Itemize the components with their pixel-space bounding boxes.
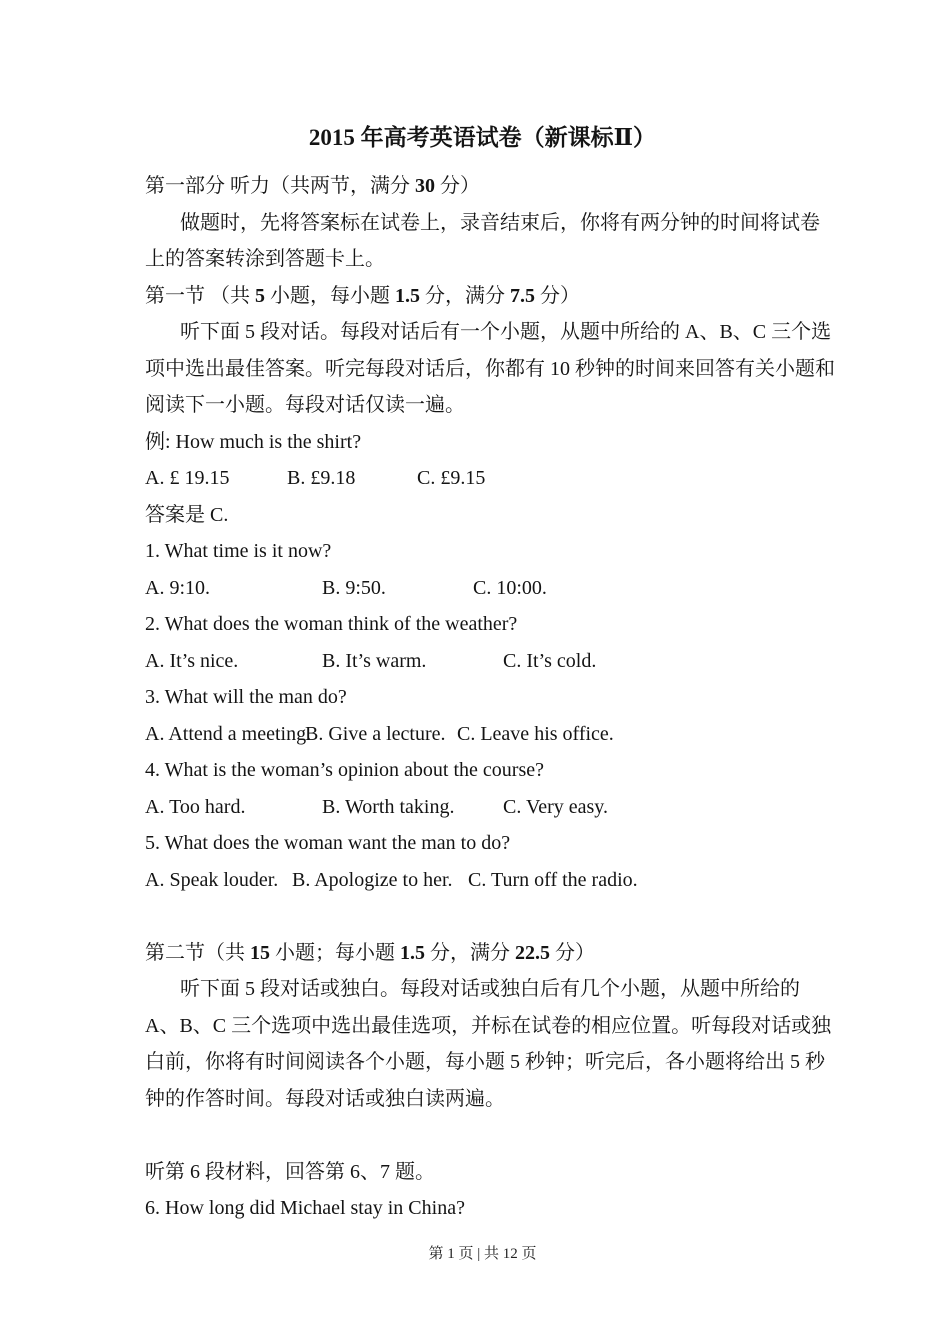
page-footer: 第 1 页 | 共 12 页: [428, 1245, 537, 1262]
question-6: 6. How long did Michael stay in China?: [145, 1197, 465, 1219]
part1-intro-line-1: 做题时，先将答案标在试卷上，录音结束后，你将有两分钟的时间将试卷: [180, 211, 820, 234]
section2-heading: 第二节（共 15 小题；每小题 1.5 分，满分 22.5 分）: [145, 941, 595, 964]
section2-instructions-line-2: A、B、C 三个选项中选出最佳选项，并标在试卷的相应位置。听每段对话或独: [145, 1014, 832, 1037]
question-5-options: [145, 862, 820, 899]
section1-heading: 第一节 （共 5 小题，每小题 1.5 分，满分 7.5 分）: [145, 284, 580, 307]
example-option-a: A. £ 19.15: [145, 467, 230, 489]
question-1: 1. What time is it now?: [145, 540, 332, 562]
question-5-option-c: C. Turn off the radio.: [468, 868, 638, 891]
page-title: 2015 年高考英语试卷（新课标Ⅱ）: [308, 125, 657, 150]
section2-instructions-line-1: 听下面 5 段对话或独白。每段对话或独白后有几个小题，从题中所给的: [180, 978, 800, 1000]
question-2-option-a: A. It’s nice.: [145, 649, 239, 672]
section1-instructions-line-1: 听下面 5 段对话。每段对话后有一个小题，从题中所给的 A、B、C 三个选: [180, 321, 832, 343]
question-5: 5. What does the woman want the man to do?: [145, 832, 511, 854]
question-2-option-c: C. It’s cold.: [503, 649, 597, 672]
example-answer: 答案是 C.: [145, 503, 229, 526]
question-4-options: [145, 789, 820, 826]
question-5-option-a: A. Speak louder.: [145, 868, 279, 891]
question-4: 4. What is the woman’s opinion about the course?: [145, 759, 544, 781]
question-4-option-b: B. Worth taking.: [322, 795, 455, 818]
part1-heading: 第一部分 听力（共两节，满分 30 分）: [145, 175, 480, 197]
question-3-option-a: A. Attend a meeting.: [145, 722, 312, 745]
question-3-option-c: C. Leave his office.: [457, 722, 614, 745]
section1-instructions-line-3: 阅读下一小题。每段对话仅读一遍。: [145, 394, 465, 416]
example-option-b: B. £9.18: [287, 467, 356, 489]
section2-instructions-line-4: 钟的作答时间。每段对话或独白读两遍。: [145, 1087, 505, 1110]
question-1-option-c: C. 10:00.: [473, 576, 547, 599]
material-6-lead: 听第 6 段材料，回答第 6、7 题。: [145, 1160, 435, 1183]
example-option-c: C. £9.15: [417, 467, 486, 489]
question-2-option-b: B. It’s warm.: [322, 649, 427, 672]
question-3-option-b: B. Give a lecture.: [305, 722, 446, 745]
example-question: 例: How much is the shirt?: [145, 430, 362, 453]
question-3-options: [145, 716, 820, 753]
example-options: [145, 460, 820, 497]
question-1-options: [145, 570, 820, 607]
question-2-options: [145, 643, 820, 680]
question-1-option-a: A. 9:10.: [145, 576, 210, 599]
section1-instructions-line-2: 项中选出最佳答案。听完每段对话后，你都有 10 秒钟的时间来回答有关小题和: [145, 357, 835, 380]
question-4-option-a: A. Too hard.: [145, 795, 246, 818]
part1-intro-line-2: 上的答案转涂到答题卡上。: [145, 248, 385, 270]
question-2: 2. What does the woman think of the weather?: [145, 613, 518, 635]
question-3: 3. What will the man do?: [145, 686, 347, 708]
question-1-option-b: B. 9:50.: [322, 576, 386, 599]
section2-instructions-line-3: 白前，你将有时间阅读各个小题，每小题 5 秒钟；听完后，各小题将给出 5 秒: [145, 1051, 825, 1073]
question-5-option-b: B. Apologize to her.: [292, 868, 453, 891]
question-4-option-c: C. Very easy.: [503, 795, 608, 818]
